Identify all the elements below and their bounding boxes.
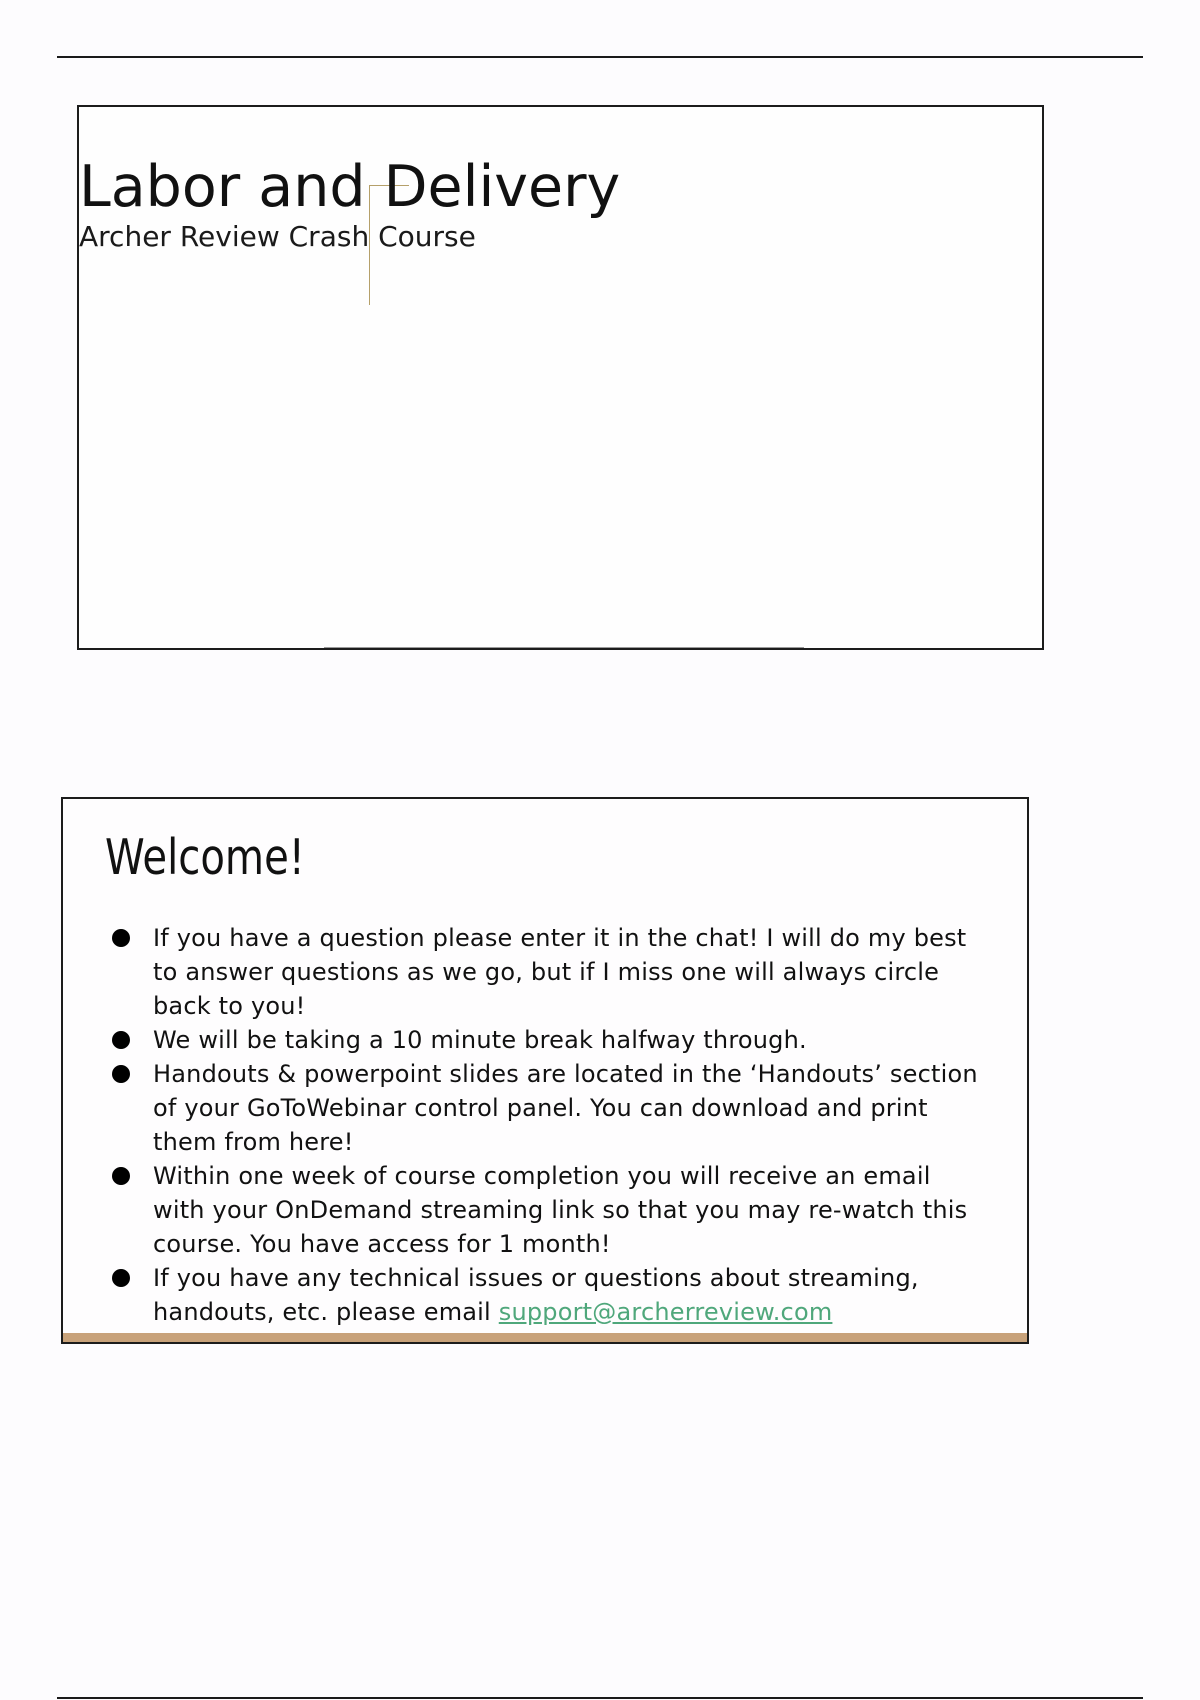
bullet-dot-icon	[112, 929, 130, 947]
bullet-item	[105, 921, 985, 1023]
bullet-dot-icon	[112, 1031, 130, 1049]
bullet-item	[105, 1261, 985, 1329]
bullet-text: If you have a question please enter it in the chat! I will do my best to answer questions as we go, but if I miss one will always circle back to you!	[153, 924, 967, 1020]
slide-welcome	[61, 797, 1029, 1344]
bullet-dot-icon	[112, 1065, 130, 1083]
slide-bottom-shadow	[324, 647, 804, 649]
slide-title: Labor and Delivery	[79, 154, 621, 220]
bullet-dot-icon	[112, 1269, 130, 1287]
slide-title-card	[77, 105, 1044, 650]
bullet-text: If you have any technical issues or questions about streaming, handouts, etc. please email	[153, 1264, 919, 1326]
support-email-link[interactable]: support@archerreview.com	[498, 1298, 833, 1326]
page-bottom-rule	[57, 1697, 1143, 1699]
slide-accent-bar	[63, 1333, 1027, 1342]
bullet-dot-icon	[112, 1167, 130, 1185]
bullet-item	[105, 1159, 985, 1261]
bullet-item	[105, 1023, 985, 1057]
page-top-rule	[57, 56, 1143, 58]
bullet-item	[105, 1057, 985, 1159]
bullet-text: We will be taking a 10 minute break halfway through.	[153, 1026, 807, 1054]
slide-subtitle: Archer Review Crash Course	[79, 220, 476, 253]
bullet-list	[105, 921, 985, 1329]
bullet-text: Within one week of course completion you will receive an email with your OnDemand streaming link so that you may re-watch this course. You have access for 1 month!	[153, 1162, 968, 1258]
slide-title: Welcome!	[105, 829, 305, 886]
bullet-text: Handouts & powerpoint slides are located in the ‘Handouts’ section of your GoToWebinar control panel. You can download and print them from here!	[153, 1060, 978, 1156]
